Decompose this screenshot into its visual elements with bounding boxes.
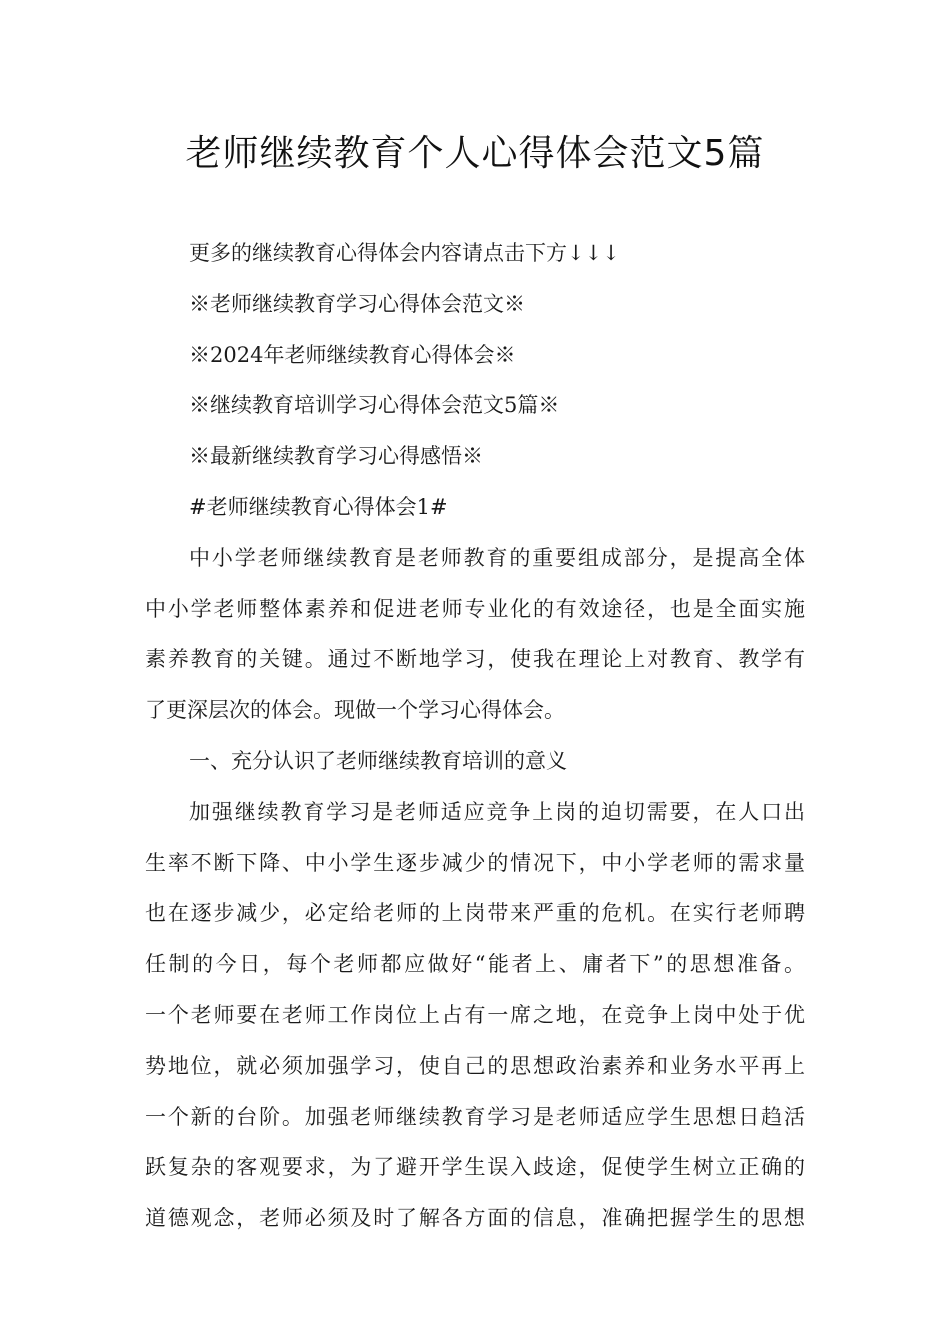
link-latest-reflections[interactable]: ※最新继续教育学习心得感悟※ bbox=[189, 444, 483, 469]
link-teacher-study-essay[interactable]: ※老师继续教育学习心得体会范文※ bbox=[189, 291, 525, 316]
subheading: 一、充分认识了老师继续教育培训的意义 bbox=[189, 748, 567, 773]
paragraph-line: 任制的今日，每个老师都应做好“能者上、庸者下”的思想准备。 bbox=[145, 952, 805, 977]
paragraph-line: 一个老师要在老师工作岗位上占有一席之地，在竞争上岗中处于优 bbox=[145, 1002, 805, 1027]
paragraph-line: 势地位，就必须加强学习，使自己的思想政治素养和业务水平再上 bbox=[145, 1053, 805, 1078]
paragraph-line: 一个新的台阶。加强老师继续教育学习是老师适应学生思想日趋活 bbox=[145, 1104, 805, 1129]
paragraph-line: 也在逐步减少，必定给老师的上岗带来严重的危机。在实行老师聘 bbox=[145, 901, 805, 926]
paragraph-line: 素养教育的关键。通过不断地学习，使我在理论上对教育、教学有 bbox=[145, 647, 805, 672]
link-2024-teacher-essay[interactable]: ※2024年老师继续教育心得体会※ bbox=[189, 342, 516, 367]
link-training-essays[interactable]: ※继续教育培训学习心得体会范文5篇※ bbox=[189, 393, 560, 418]
paragraph-line: 中小学老师整体素养和促进老师专业化的有效途径，也是全面实施 bbox=[145, 596, 805, 621]
paragraph-line: 中小学老师继续教育是老师教育的重要组成部分，是提高全体 bbox=[189, 545, 805, 570]
paragraph-line: 生率不断下降、中小学生逐步减少的情况下，中小学老师的需求量 bbox=[145, 850, 805, 875]
document-title: 老师继续教育个人心得体会范文5篇 bbox=[185, 133, 765, 174]
paragraph-line: 道德观念，老师必须及时了解各方面的信息，准确把握学生的思想 bbox=[145, 1206, 805, 1231]
paragraph-line: 了更深层次的体会。现做一个学习心得体会。 bbox=[145, 698, 565, 723]
paragraph-line: 加强继续教育学习是老师适应竞争上岗的迫切需要，在人口出 bbox=[189, 799, 805, 824]
document-body bbox=[145, 228, 805, 1244]
paragraph-line: 跃复杂的客观要求，为了避开学生误入歧途，促使学生树立正确的 bbox=[145, 1155, 805, 1180]
section-heading: #老师继续教育心得体会1# bbox=[189, 494, 448, 519]
intro-line: 更多的继续教育心得体会内容请点击下方↓↓↓ bbox=[189, 241, 620, 265]
